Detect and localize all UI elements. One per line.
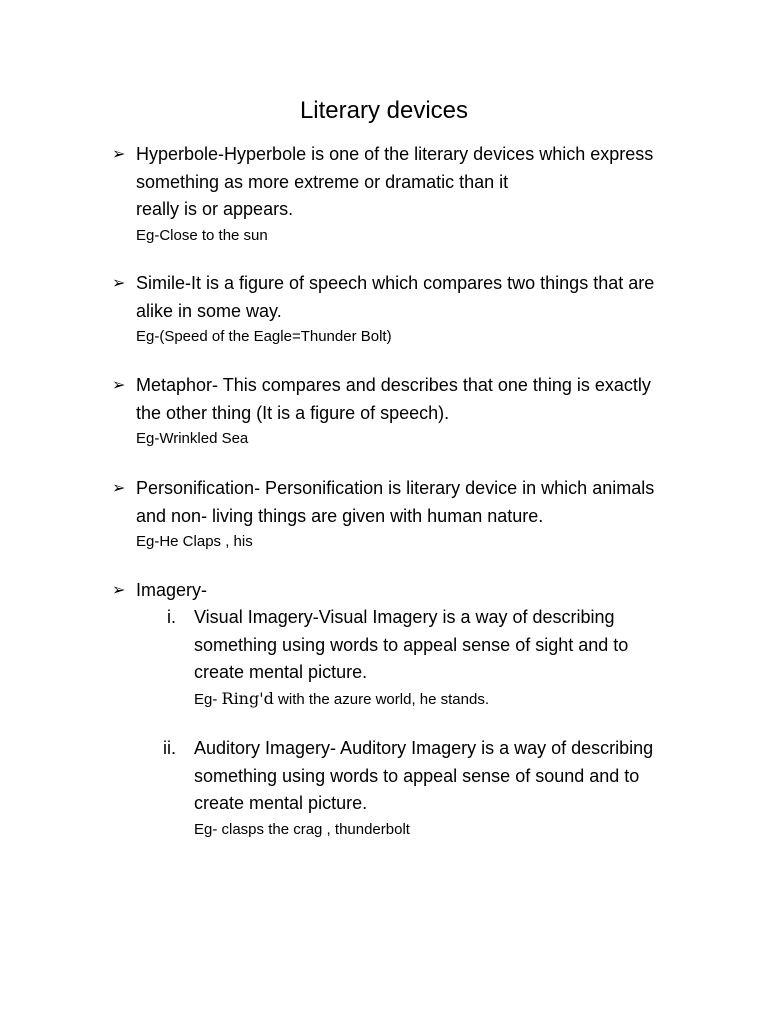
subitem-line: Auditory Imagery- Auditory Imagery is a way of describing (194, 738, 654, 758)
list-item-imagery (112, 577, 672, 605)
subitem-example: Eg- clasps the crag , thunderbolt (194, 820, 410, 838)
item-line: Simile-It is a figure of speech which compares two things that are (136, 273, 655, 293)
item-line: alike in some way. (136, 300, 282, 321)
example-quote: Ring'd (221, 688, 274, 708)
item-line: Hyperbole-Hyperbole is one of the literary devices which express (136, 144, 654, 164)
example-prefix: Eg- (194, 690, 218, 708)
roman-numeral: i. (167, 607, 176, 627)
arrow-bullet-icon: ➢ (112, 275, 126, 292)
item-example: Eg-(Speed of the Eagle=Thunder Bolt) (136, 328, 392, 345)
item-line: really is or appears. (136, 199, 294, 219)
item-example: Eg-Wrinkled Sea (136, 430, 249, 447)
list-item-simile (112, 270, 672, 349)
item-line: Imagery- (136, 580, 208, 600)
item-line: and non- living things are given with human nature. (136, 505, 544, 526)
arrow-bullet-icon: ➢ (112, 146, 126, 163)
arrow-bullet-icon: ➢ (112, 377, 126, 394)
item-line: Metaphor- This compares and describes that one thing is exactly (136, 375, 651, 395)
item-line: Personification- Personification is literary device in which animals (136, 478, 655, 498)
item-example: Eg-He Claps , his (136, 533, 253, 550)
roman-numeral: ii. (163, 738, 176, 758)
arrow-bullet-icon: ➢ (112, 480, 126, 497)
subitem-example (194, 687, 670, 712)
example-rest: with the azure world, he stands. (278, 690, 489, 708)
sublist-item-visual-imagery (150, 604, 670, 712)
subitem-line: create mental picture. (194, 662, 368, 682)
item-line: the other thing (It is a figure of speech). (136, 402, 450, 423)
arrow-bullet-icon: ➢ (112, 582, 126, 599)
sublist-item-auditory-imagery (150, 735, 670, 842)
subitem-line: create mental picture. (194, 793, 368, 813)
list-item-personification (112, 475, 672, 554)
list-item-hyperbole (112, 141, 672, 248)
subitem-line: something using words to appeal sense of sight and to (194, 634, 629, 655)
item-line: something as more extreme or dramatic than it (136, 171, 509, 192)
item-example: Eg-Close to the sun (136, 226, 268, 244)
list-item-metaphor (112, 372, 672, 451)
subitem-line: something using words to appeal sense of sound and to (194, 765, 640, 786)
document-title: Literary devices (299, 97, 469, 124)
subitem-line: Visual Imagery-Visual Imagery is a way of describing (194, 607, 615, 627)
